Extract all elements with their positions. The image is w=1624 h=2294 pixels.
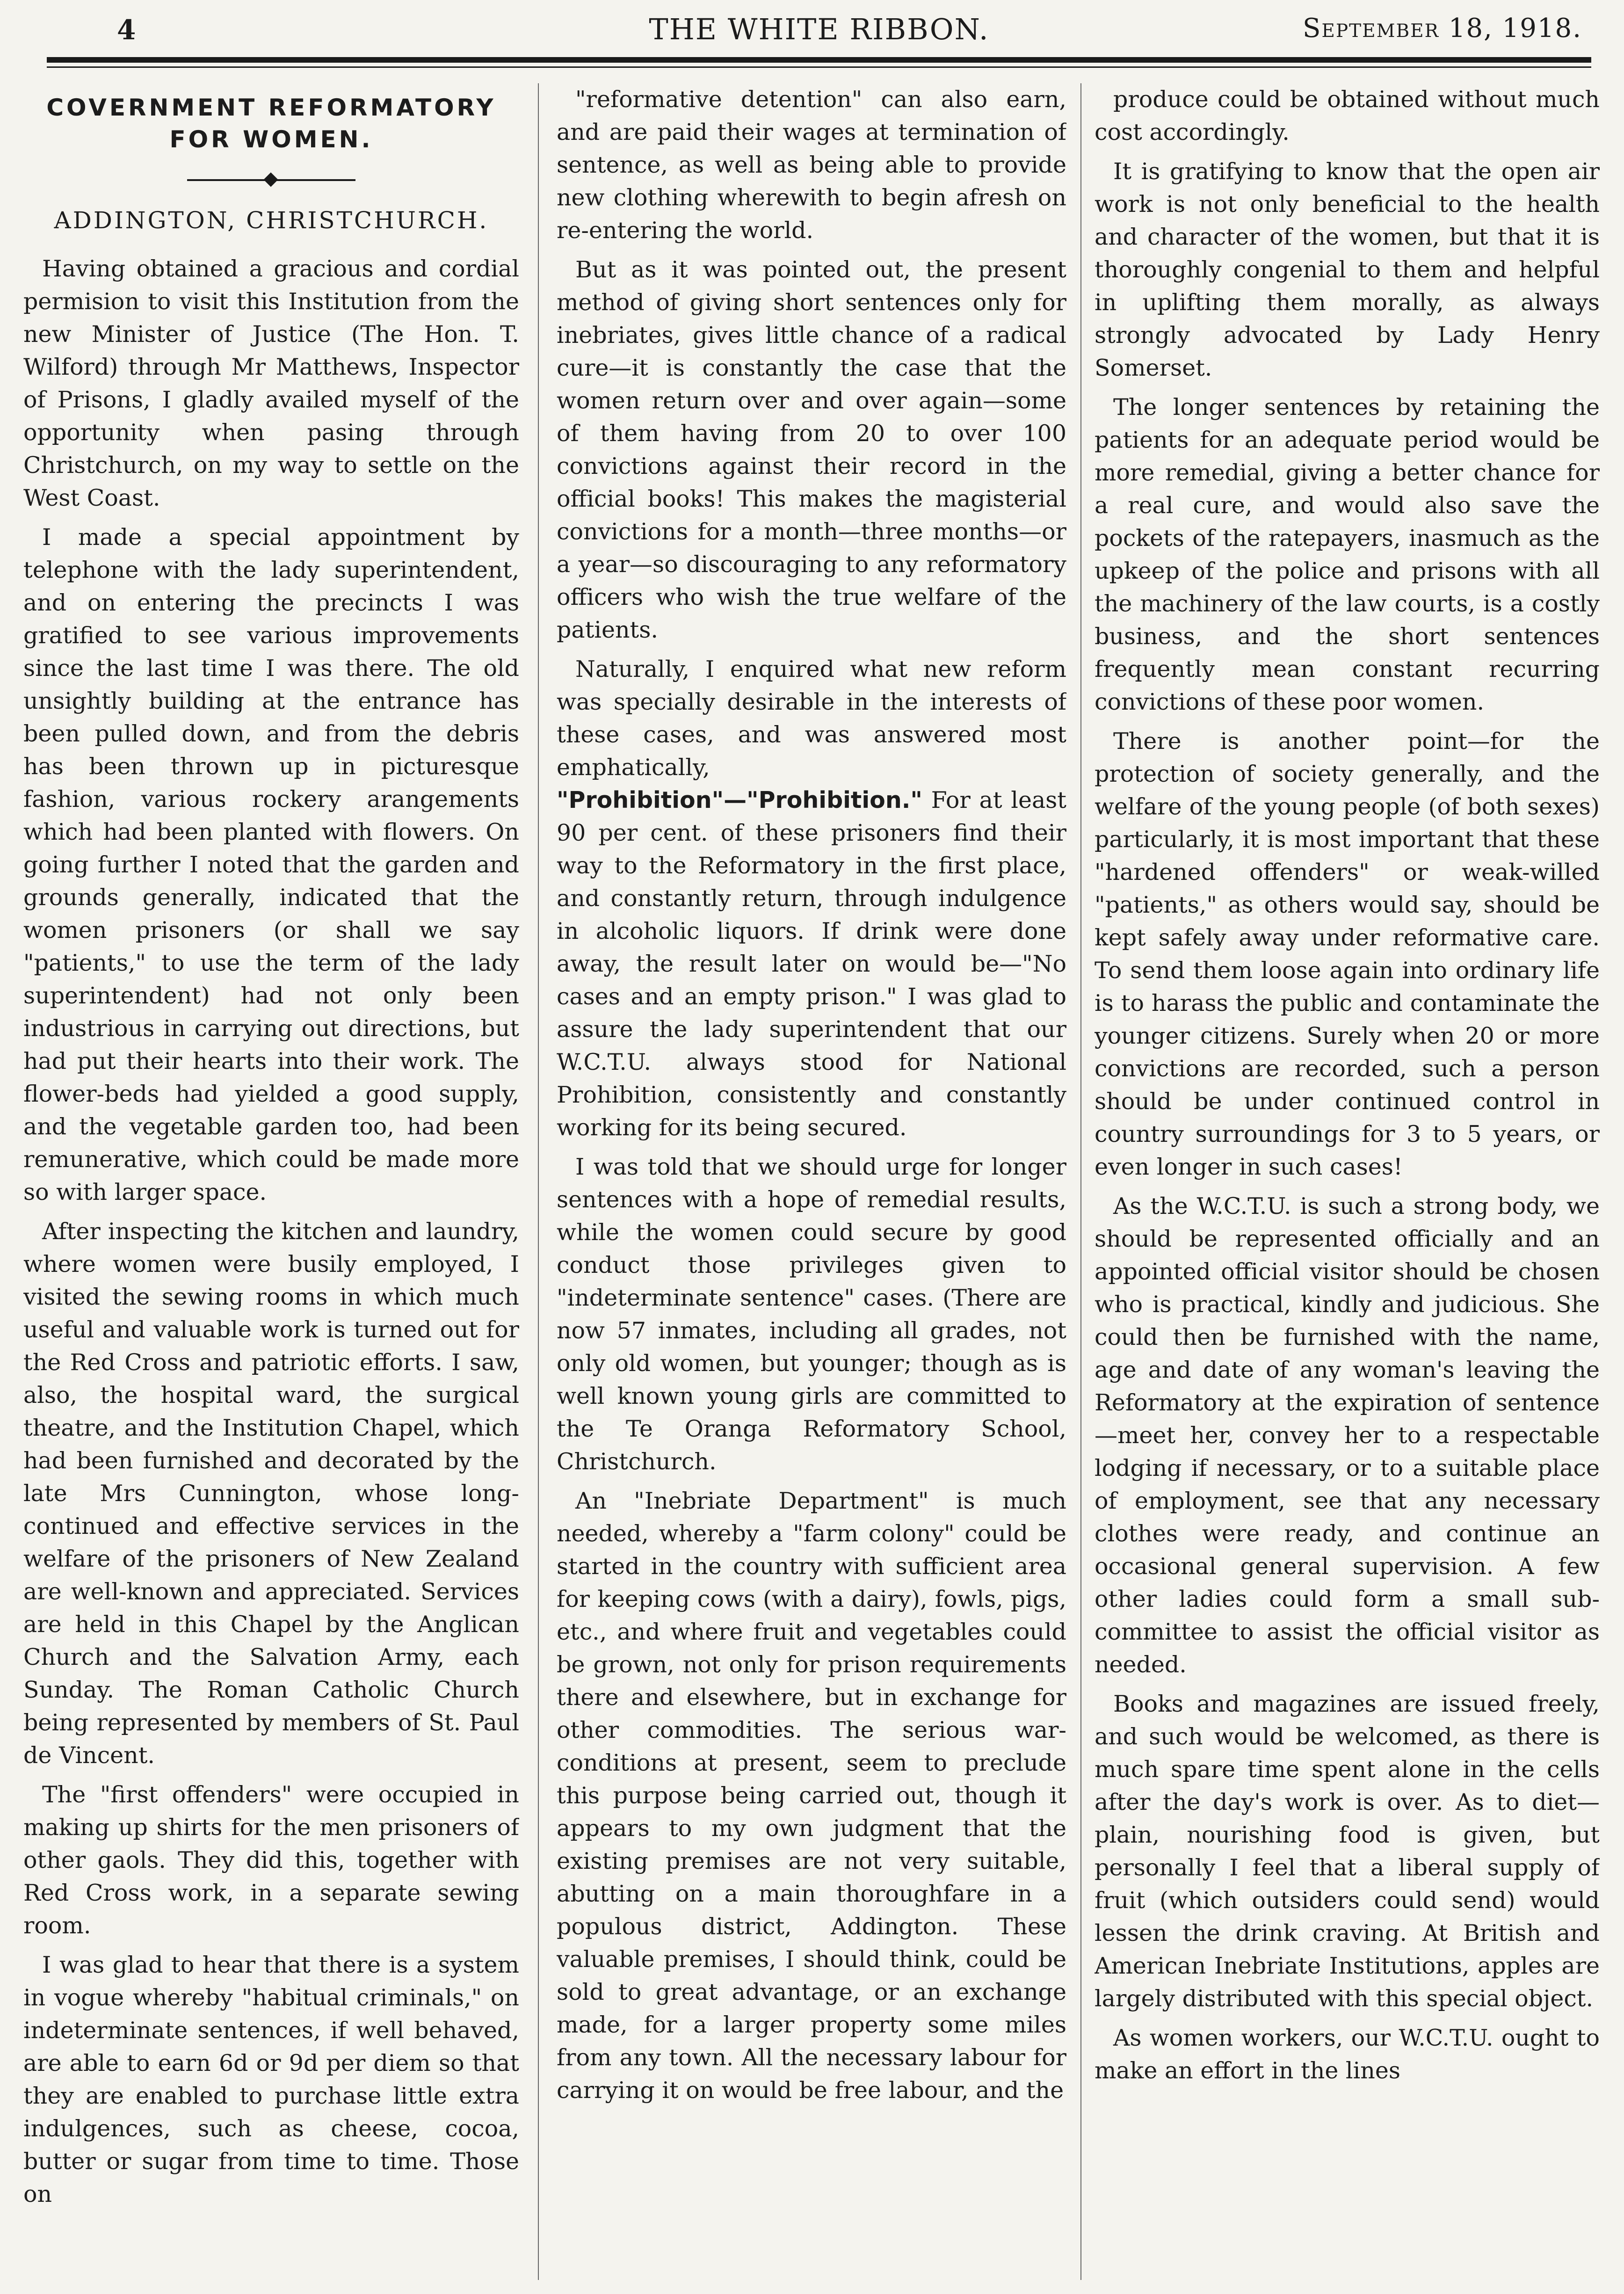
paragraph: There is another point—for the protection of society generally, and the welfare of the young people (of both sexes) particularly, it is most important that these "hardened offenders" or weak-willed "patients," as others would say, should be kept safely away under reformative care. To send them loose again into ordinary life is to harass the public and contaminate the younger citizens. Surely when 20 or more convictions are recorded, such a person should be under continued control in country surroundings for 3 to 5 years, or even longer in such cases!	[1095, 728, 1600, 1180]
paragraph: The "first offenders" were occupied in making up shirts for the men prisoners of other gaols. They did this, together with Red Cross work, in a separate sewing room.	[23, 1781, 519, 1939]
paragraph: As women workers, our W.C.T.U. ought to make an effort in the lines	[1095, 2025, 1600, 2084]
paragraph: Having obtained a gracious and cordial permision to visit this Institution from the new Minister of Justice (The Hon. T. Wilford) through Mr Matthews, Inspector of Prisons, I gladly availed myself of the opportunity when pasing through Christchurch, on my way to settle on the West Coast.	[23, 255, 519, 511]
column-3	[1095, 83, 1600, 2294]
paragraph-text: For at least 90 per cent. of these prisoners find their way to the Reformatory in the first place, and constantly return, through indulgence in alcoholic liquors. If drink were done away, the result later on would be—"No cases and an empty prison." I was glad to assure the lady superintendent that our W.C.T.U. always stood for National Prohibition, consistently and constantly working for its being secured.	[557, 787, 1066, 1141]
article-headline: COVERNMENT REFORMATORY FOR WOMEN.	[46, 94, 496, 153]
paragraph: After inspecting the kitchen and laundry, where women were busily employed, I visited the sewing rooms in which much useful and valuable work is turned out for the Red Cross and patriotic efforts. I saw, also, the hospital ward, the surgical theatre, and the Institution Chapel, which had been furnished and decorated by the late Mrs Cunnington, whose long-continued and effective services in the welfare of the prisoners of New Zealand are well-known and appreciated. Services are held in this Chapel by the Anglican Church and the Salvation Army, each Sunday. The Roman Catholic Church being represented by members of St. Paul de Vincent.	[23, 1218, 519, 1769]
page-number: 4	[117, 14, 136, 46]
column-divider	[538, 83, 539, 2280]
paragraph: "reformative detention" can also earn, and are paid their wages at termination of sentence, as well as being able to provide new clothing wherewith to begin afresh on re-entering the world.	[557, 86, 1066, 244]
paragraph: An "Inebriate Department" is much needed, whereby a "farm colony" could be started in the country with sufficient area for keeping cows (with a dairy), fowls, pigs, etc., and where fruit and vegetables could be grown, not only for prison requirements there and elsewhere, but in exchange for other commodities. The serious war-conditions at present, seem to preclude this purpose being carried out, though it appears to my own judgment that the existing premises are not very suitable, abutting on a main thoroughfare in a populous district, Addington. These valuable premises, I should think, could be sold to great advantage, or an exchange made, for a larger property some miles from any town. All the necessary labour for carrying it on would be free labour, and the	[557, 1488, 1066, 2104]
column-2	[557, 83, 1066, 2294]
emphasis-prohibition: "Prohibition"—"Prohibition."	[557, 787, 922, 813]
paragraph: I made a special appointment by telephone with the lady superintendent, and on entering the precincts I was gratified to see various improvements since the last time I was there. The old unsightly building at the entrance has been pulled down, and from the debris has been thrown up in picturesque fashion, various rockery arangements which had been planted with flowers. On going further I noted that the garden and grounds generally, indicated that the women prisoners (or shall we say "patients," to use the term of the lady superintendent) had not only been industrious in carrying out directions, but had put their hearts into their work. The flower-beds had yielded a good supply, and the vegetable garden too, had been remunerative, which could be made more so with larger space.	[23, 524, 519, 1205]
paragraph: It is gratifying to know that the open air work is not only beneficial to the health and character of the women, but that it is thoroughly congenial to them and helpful in uplifting them morally, as always strongly advocated by Lady Henry Somerset.	[1095, 158, 1600, 381]
paragraph: I was told that we should urge for longer sentences with a hope of remedial results, while the women could secure by good conduct those privileges given to "indeterminate sentence" cases. (There are now 57 inmates, including all grades, not only old women, but younger; though as is well known young girls are committed to the Te Oranga Reformatory School, Christchurch.	[557, 1154, 1066, 1475]
page-header	[47, 9, 1591, 47]
column-divider	[1080, 83, 1081, 2280]
header-rule-thin	[47, 66, 1591, 68]
paragraph: But as it was pointed out, the present method of giving short sentences only for inebriates, gives little chance of a radical cure—it is constantly the case that the women return over and over again—some of them having from 20 to over 100 convictions against their record in the official books! This makes the magisterial convictions for a month—three months—or a year—so discouraging to any reformatory officers who wish the true welfare of the patients.	[557, 256, 1066, 643]
paragraph-text: Naturally, I enquired what new reform was specially desirable in the interests of these cases, and was answered most emphatically,	[557, 656, 1066, 781]
paragraph: Books and magazines are issued freely, and such would be welcomed, as there is much spare time spent alone in the cells after the day's work is over. As to diet—plain, nourishing food is given, but personally I feel that a liberal supply of fruit (which outsiders could send) would lessen the drink craving. At British and American Inebriate Institutions, apples are largely distributed with this special object.	[1095, 1691, 1600, 2012]
ornamental-divider	[187, 173, 355, 187]
paragraph: The longer sentences by retaining the patients for an adequate period would be more remedial, giving a better chance for a real cure, and would also save the pockets of the ratepayers, inasmuch as the upkeep of the police and prisons with all the machinery of the law courts, is a costly business, and the short sentences frequently mean constant recurring convictions of these poor women.	[1095, 394, 1600, 715]
header-rule-thick	[47, 57, 1591, 63]
paragraph: produce could be obtained without much cost accordingly.	[1095, 86, 1600, 145]
article-subheading: ADDINGTON, CHRISTCHURCH.	[54, 207, 489, 234]
column-1	[23, 83, 519, 2294]
paragraph: As the W.C.T.U. is such a strong body, we should be represented officially and an appointed official visitor should be chosen who is practical, kindly and judicious. She could then be furnished with the name, age and date of any woman's leaving the Reformatory at the expiration of sentence—meet her, convey her to a respectable lodging if necessary, or to a suitable place of employment, see that any necessary clothes were ready, and continue an occasional general supervision. A few other ladies could form a small sub-committee to assist the official visitor as needed.	[1095, 1193, 1600, 1678]
paragraph-prohibition	[557, 653, 1066, 1144]
paragraph: I was glad to hear that there is a system in vogue whereby "habitual criminals," on indeterminate sentences, if well behaved, are able to earn 6d or 9d per diem so that they are enabled to purchase little extra indulgences, such as cheese, cocoa, butter or sugar from time to time. Those on	[23, 1952, 519, 2207]
issue-date: September 18, 1918.	[1303, 13, 1582, 44]
publication-title: THE WHITE RIBBON.	[649, 12, 989, 46]
